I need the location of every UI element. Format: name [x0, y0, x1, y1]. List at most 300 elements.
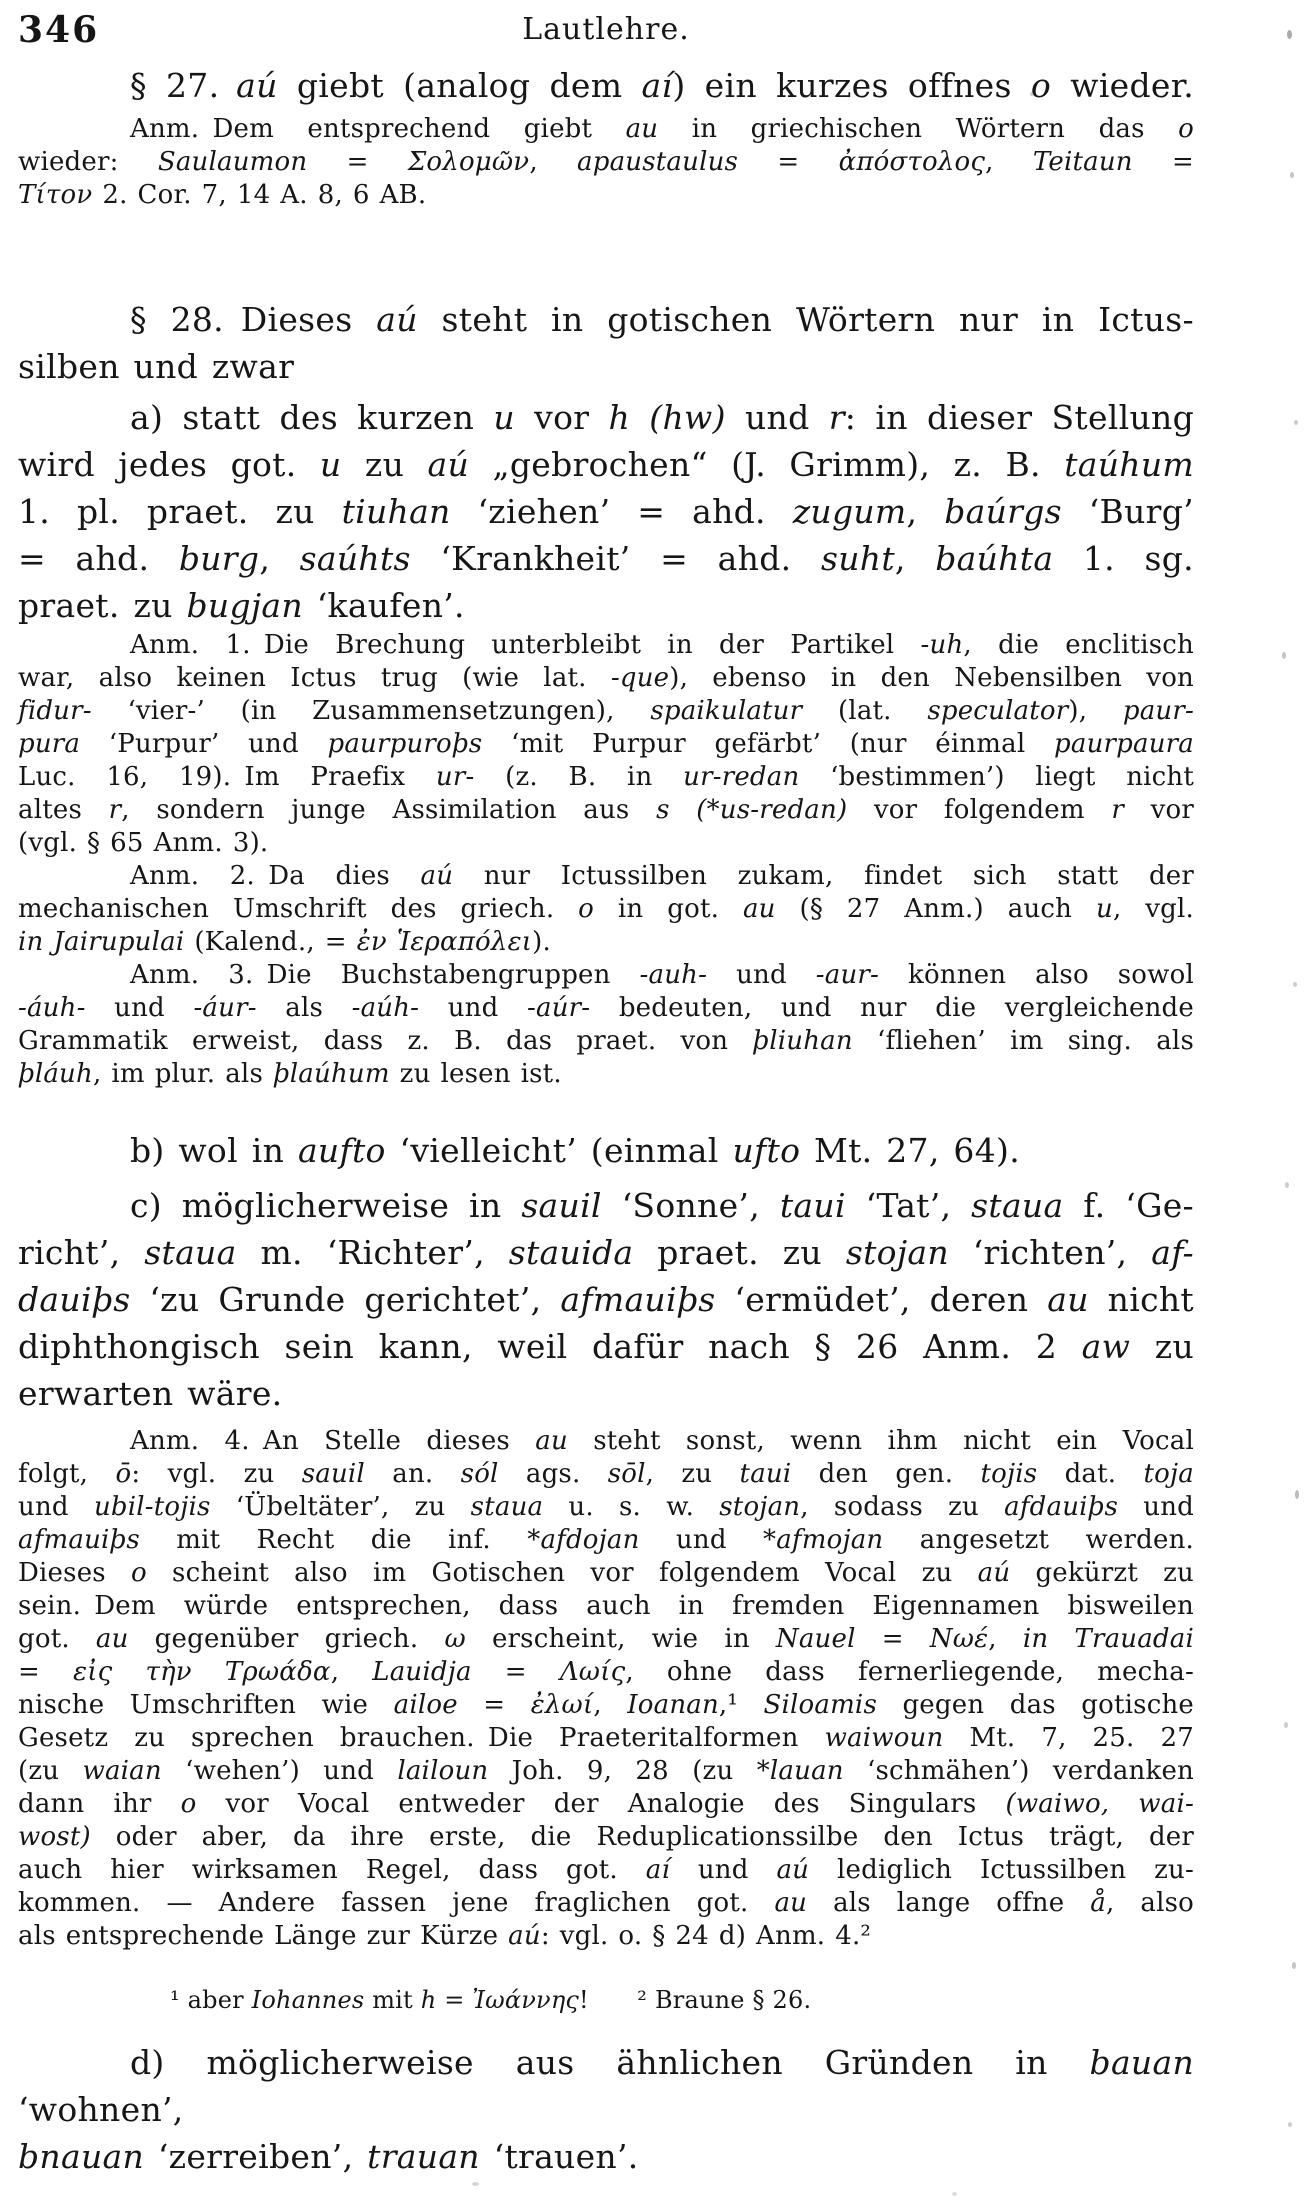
scan-speck [1288, 2122, 1292, 2127]
text-run: ), ebenso in den Nebensilben von [669, 663, 1194, 693]
item-a-line-2 [18, 441, 1194, 488]
item-c [18, 1182, 1194, 1417]
anm-4-line-8 [18, 1656, 1194, 1689]
anm-1-line-5 [18, 761, 1194, 794]
italic-text-run: o [180, 1789, 197, 1819]
italic-text-run: paurpuroþs [327, 729, 483, 759]
anm-4-line-5 [18, 1557, 1194, 1590]
text-run: , ohne dass fernerliegende, mecha- [625, 1657, 1194, 1687]
text-run: und [1118, 1492, 1194, 1522]
item-c-line-5 [18, 1370, 1194, 1417]
text-run: = [457, 1690, 531, 1720]
italic-text-run: lauan [769, 1756, 844, 1786]
anm-4-line-12 [18, 1788, 1194, 1821]
section-27-anm [18, 113, 1194, 212]
text-run: , zu [645, 1459, 740, 1489]
italic-text-run: au [625, 114, 659, 144]
text-run: richt’, [18, 1233, 145, 1272]
text-run: (lat. [802, 696, 928, 726]
italic-text-run: -aúr- [527, 993, 591, 1023]
anm-1 [18, 629, 1194, 860]
anm-1-line-1 [18, 629, 1194, 662]
italic-text-run: af- [1151, 1233, 1194, 1272]
text-run: , die enclitisch [963, 630, 1194, 660]
italic-text-run: aú [376, 300, 418, 339]
italic-text-run: au [774, 1888, 808, 1918]
italic-text-run: fidur- [18, 696, 92, 726]
italic-text-run: tiuhan [341, 492, 451, 531]
italic-text-run: aw [1081, 1327, 1131, 1366]
text-run: ). [532, 927, 551, 957]
text-run: ags. [498, 1459, 608, 1489]
section-28-intro-line-2 [18, 343, 1194, 390]
italic-text-run: sōl [607, 1459, 646, 1489]
item-b [18, 1127, 1194, 1174]
text-run: ‘trauen’. [479, 2137, 639, 2176]
text-run: a) statt des kurzen [130, 398, 494, 437]
text-run: wieder: [18, 147, 158, 177]
anm-4 [18, 1425, 1194, 1953]
text-run: , sondern junge Assimilation aus [121, 795, 657, 825]
text-run: 1. pl. praet. zu [18, 492, 342, 531]
anm-4-line-9 [18, 1689, 1194, 1722]
greek-text-run: Τίτον [18, 180, 93, 210]
anm-4-line-7 [18, 1623, 1194, 1656]
italic-text-run: Saulaumon [157, 147, 308, 177]
scan-speck [1284, 1722, 1288, 1728]
text-run: u. s. w. [543, 1492, 720, 1522]
footnotes-line-1 [18, 1985, 1194, 2015]
italic-text-run: lailoun [397, 1756, 489, 1786]
text-run: diphthongisch sein kann, weil dafür nach § 26 Anm. 2 [18, 1327, 1082, 1366]
text-run: ‘fliehen’ im sing. als [852, 1026, 1194, 1056]
text-run: vor Vocal entweder der Analogie des Singulars [196, 1789, 1006, 1819]
italic-text-run: u [493, 398, 515, 437]
anm-2-line-3 [18, 926, 1194, 959]
italic-text-run: Nauel [775, 1624, 856, 1654]
italic-text-run: taui [779, 1186, 846, 1225]
text-run: § 27. [130, 66, 237, 105]
text-run: : in dieser Stellung [844, 398, 1195, 437]
text-run: : vgl. zu [131, 1459, 302, 1489]
anm-2 [18, 860, 1194, 959]
scan-speck [1294, 420, 1298, 425]
anm-1-line-4 [18, 728, 1194, 761]
italic-text-run: Iohannes [251, 1986, 365, 2014]
italic-text-run: paur- [1122, 696, 1194, 726]
text-run: = [436, 1986, 473, 2014]
italic-text-run: -áur- [193, 993, 257, 1023]
text-run: nicht [1088, 1280, 1194, 1319]
text-run: gegen das gotische [877, 1690, 1194, 1720]
anm-3-line-1 [18, 959, 1194, 992]
scan-speck [1287, 30, 1292, 39]
italic-text-run: þlaúhum [272, 1059, 390, 1089]
italic-text-run: staua [971, 1186, 1064, 1225]
text-run: , [988, 1624, 1023, 1654]
anm-4-line-2 [18, 1458, 1194, 1491]
anm-3-line-2 [18, 992, 1194, 1025]
text-run: erscheint, wie in [465, 1624, 776, 1654]
italic-text-run: aú [508, 1921, 541, 1951]
text-run: = [307, 147, 408, 177]
italic-text-run: pura [18, 729, 81, 759]
text-run: gekürzt zu [1010, 1558, 1194, 1588]
text-run: Anm. 1. Die Brechung unterbleibt in der Partikel [130, 630, 921, 660]
scan-speck [1293, 982, 1297, 987]
anm-4-line-4 [18, 1524, 1194, 1557]
italic-text-run: (waiwo, wai- [1005, 1789, 1194, 1819]
page-number: 346 [18, 9, 100, 51]
anm-3-line-4 [18, 1058, 1194, 1091]
text-run: angesetzt werden. [883, 1525, 1194, 1555]
anm-3-line-3 [18, 1025, 1194, 1058]
text-run: , [593, 1690, 628, 1720]
text-run: ‘Sonne’, [601, 1186, 780, 1225]
greek-text-run: ἐν Ἱεραπόλει [356, 927, 533, 957]
text-run: war, also keinen Ictus trug (wie lat. [18, 663, 611, 693]
italic-text-run: aú [776, 1855, 810, 1885]
anm-3 [18, 959, 1194, 1091]
item-b-line-1 [18, 1127, 1194, 1174]
item-a-line-5 [18, 582, 1194, 629]
section-28-intro [18, 296, 1194, 390]
italic-text-run: ailoe [393, 1690, 458, 1720]
text-run: c) möglicherweise in [130, 1186, 522, 1225]
text-run: , [894, 539, 936, 578]
text-run: nur Ictussilben zukam, findet sich statt der [453, 861, 1194, 891]
text-run: ‘Burg’ [1061, 492, 1194, 531]
text-run: ‘Krankheit’ = ahd. [410, 539, 821, 578]
text-run: = [1132, 147, 1195, 177]
text-block [18, 10, 1194, 2180]
text-run: sein. Dem würde entsprechen, dass auch in fremden Eigennamen bisweilen [18, 1591, 1194, 1621]
text-run: folgt, [18, 1459, 116, 1489]
text-run: Anm. 2. Da dies [130, 861, 421, 891]
text-run: , [985, 147, 1033, 177]
text-run: 2. Cor. 7, 14 A. 8, 6 AB. [92, 180, 427, 210]
text-run: und * [639, 1525, 777, 1555]
text-run: und [669, 1855, 777, 1885]
text-run: Mt. 7, 25. 27 [943, 1723, 1194, 1753]
italic-text-run: þliuhan [752, 1026, 853, 1056]
text-run: Luc. 16, 19). Im Praefix [18, 762, 436, 792]
text-run: als lange offne [807, 1888, 1091, 1918]
italic-text-run: paurpaura [1054, 729, 1194, 759]
text-run: , [330, 1657, 373, 1687]
anm-2-line-2 [18, 893, 1194, 926]
anm-4-line-15 [18, 1887, 1194, 1920]
italic-text-run: h (hw) [608, 398, 726, 437]
anm-4-line-10 [18, 1722, 1194, 1755]
text-run: (§ 27 Anm.) auch [775, 894, 1096, 924]
section-27-anm-line-1 [18, 113, 1194, 146]
italic-text-run: o [1030, 66, 1052, 105]
greek-text-run: ω [444, 1624, 466, 1654]
item-c-line-2 [18, 1229, 1194, 1276]
italic-text-run: r [1111, 795, 1125, 825]
italic-text-run: afdojan [540, 1525, 640, 1555]
anm-1-line-7 [18, 827, 1194, 860]
anm-4-line-13 [18, 1821, 1194, 1854]
section-27-anm-line-2 [18, 146, 1194, 179]
text-run: bedeuten, und nur die vergleichende [590, 993, 1194, 1023]
text-run: zu [341, 445, 428, 484]
text-run: ‘wohnen’, [18, 2090, 184, 2129]
italic-text-run: spaikulatur [650, 696, 803, 726]
text-run: erwarten wäre. [18, 1374, 283, 1413]
item-d-line-2 [18, 2133, 1194, 2180]
anm-1-line-2 [18, 662, 1194, 695]
text-run: ‘bestimmen’) liegt nicht [799, 762, 1195, 792]
text-run: Anm. 4. An Stelle dieses [130, 1426, 536, 1456]
greek-text-run: Νωέ [929, 1624, 989, 1654]
text-run: und [725, 398, 829, 437]
text-run: = ahd. [18, 539, 179, 578]
anm-1-line-3 [18, 695, 1194, 728]
italic-text-run: au [535, 1426, 568, 1456]
item-a-line-4 [18, 535, 1194, 582]
text-run: dann ihr [18, 1789, 181, 1819]
text-run: auch hier wirksamen Regel, dass got. [18, 1855, 646, 1885]
italic-text-run: baúhta [935, 539, 1054, 578]
text-run: ‘richten’, [948, 1233, 1152, 1272]
italic-text-run: ur-redan [683, 762, 800, 792]
italic-text-run: r [828, 398, 845, 437]
italic-text-run: ur- [435, 762, 475, 792]
anm-1-line-6 [18, 794, 1194, 827]
text-run: ¹ aber [170, 1986, 252, 2014]
italic-text-run: in Jairupulai [18, 927, 185, 957]
italic-text-run: waian [82, 1756, 162, 1786]
text-run: ‘Übeltäter’, zu [210, 1492, 471, 1522]
italic-text-run: aufto [297, 1131, 386, 1170]
text-run: , [529, 147, 578, 177]
italic-text-run: stauida [508, 1233, 634, 1272]
italic-text-run: staua [144, 1233, 237, 1272]
italic-text-run: taúhum [1064, 445, 1195, 484]
item-c-line-1 [18, 1182, 1194, 1229]
italic-text-run: zugum [792, 492, 907, 531]
text-run: vor [514, 398, 609, 437]
italic-text-run: aú [427, 445, 470, 484]
text-run: den gen. [791, 1459, 981, 1489]
italic-text-run: apaustaulus [577, 147, 739, 177]
italic-text-run: å [1090, 1888, 1106, 1918]
text-run: steht sonst, wenn ihm nicht ein Vocal [567, 1426, 1194, 1456]
text-run: an. [364, 1459, 461, 1489]
text-run: got. [18, 1624, 96, 1654]
text-run: : vgl. o. § 24 d) Anm. 4.² [540, 1921, 872, 1951]
text-run: Joh. 9, 28 (zu * [488, 1756, 770, 1786]
text-run: Mt. 27, 64). [800, 1131, 1020, 1170]
italic-text-run: Teitaun [1032, 147, 1133, 177]
italic-text-run: -uh [920, 630, 964, 660]
text-run: (Kalend., = [184, 927, 357, 957]
italic-text-run: -aúh- [351, 993, 420, 1023]
item-c-line-3 [18, 1276, 1194, 1323]
italic-text-run: au [95, 1624, 129, 1654]
italic-text-run: Siloamis [763, 1690, 877, 1720]
text-run: praet. zu [18, 586, 187, 625]
text-run: Dieses [18, 1558, 131, 1588]
greek-text-run: Σολομῶν [407, 147, 530, 177]
item-c-line-4 [18, 1323, 1194, 1370]
italic-text-run: s (*us-redan) [656, 795, 848, 825]
scan-speck [1030, 92, 1034, 96]
greek-text-run: ἀπόστολος [838, 147, 986, 177]
item-d-line-1 [18, 2039, 1194, 2133]
text-run: § 28. Dieses [130, 300, 377, 339]
text-run: in got. [594, 894, 743, 924]
text-run: Anm. Dem entsprechend giebt [130, 114, 626, 144]
italic-text-run: -áuh- [18, 993, 86, 1023]
italic-text-run: o [131, 1558, 147, 1588]
text-run: praet. zu [633, 1233, 846, 1272]
text-run: ‘vier-’ (in Zusammensetzungen), [91, 696, 651, 726]
running-header: Lautlehre. [522, 12, 690, 47]
text-run: ‘mit Purpur gefärbt’ (nur éinmal [482, 729, 1055, 759]
italic-text-run: Ioanan [627, 1690, 719, 1720]
footnotes [18, 1985, 1194, 2015]
italic-text-run: waiwoun [824, 1723, 944, 1753]
section-27-anm-line-3 [18, 179, 1194, 212]
italic-text-run: trauan [367, 2137, 480, 2176]
text-run: wieder. [1051, 66, 1194, 105]
italic-text-run: u [1095, 894, 1113, 924]
text-run: mit [364, 1986, 421, 2014]
text-run: ‘ermüdet’, deren [715, 1280, 1048, 1319]
text-run: altes [18, 795, 109, 825]
text-run: zu lesen ist. [389, 1059, 562, 1089]
text-run: „gebrochen“ (J. Grimm), z. B. [469, 445, 1065, 484]
text-run: ‘zerreiben’, [144, 2137, 368, 2176]
scan-speck [1295, 1490, 1299, 1499]
item-a-line-3 [18, 488, 1194, 535]
text-run: mechanischen Umschrift des griech. [18, 894, 579, 924]
text-run: ‘Tat’, [845, 1186, 972, 1225]
text-run: b) wol in [130, 1131, 298, 1170]
text-run: ‘vielleicht’ (einmal [385, 1131, 733, 1170]
item-a [18, 394, 1194, 629]
italic-text-run: Lauidja [372, 1657, 472, 1687]
italic-text-run: aí [645, 1855, 670, 1885]
italic-text-run: aí [641, 66, 673, 105]
italic-text-run: sauil [301, 1459, 365, 1489]
italic-text-run: ubil-tojis [93, 1492, 211, 1522]
italic-text-run: o [1178, 114, 1194, 144]
text-run: (zu [18, 1756, 83, 1786]
page-body [18, 62, 1194, 2180]
text-run: , also [1105, 1888, 1195, 1918]
text-run: , vgl. [1112, 894, 1194, 924]
greek-text-run: εἰς τὴν Τρωάδα [73, 1657, 331, 1687]
text-run: ‘schmähen’) verdanken [843, 1756, 1194, 1786]
greek-text-run: ἐλωί [530, 1690, 594, 1720]
scan-speck [1282, 652, 1286, 659]
text-run: vor [1124, 795, 1195, 825]
anm-4-line-14 [18, 1854, 1194, 1887]
text-run: d) möglicherweise aus ähnlichen Gründen in [130, 2043, 1090, 2082]
section-27 [18, 62, 1194, 109]
italic-text-run: baúrgs [944, 492, 1062, 531]
text-run: Gesetz zu sprechen brauchen. Die Praeteritalformen [18, 1723, 825, 1753]
text-run: = [471, 1657, 560, 1687]
italic-text-run: burg [178, 539, 260, 578]
text-run: wird jedes got. [18, 445, 320, 484]
text-run: f. ‘Ge- [1063, 1186, 1195, 1225]
italic-text-run: in Trauadai [1022, 1624, 1194, 1654]
italic-text-run: au [742, 894, 776, 924]
text-run: ,¹ [718, 1690, 764, 1720]
text-run: oder aber, da ihre erste, die Reduplicationssilbe den Ictus trägt, der [90, 1822, 1194, 1852]
italic-text-run: -que [610, 663, 670, 693]
italic-text-run: stojan [845, 1233, 949, 1272]
text-run: mit Recht die inf. * [139, 1525, 541, 1555]
italic-text-run: taui [739, 1459, 792, 1489]
text-run: dat. [1037, 1459, 1144, 1489]
text-run: , [259, 539, 300, 578]
text-run: ‘wehen’) und [161, 1756, 398, 1786]
italic-text-run: speculator [927, 696, 1069, 726]
italic-text-run: -auh- [639, 960, 708, 990]
anm-4-line-6 [18, 1590, 1194, 1623]
italic-text-run: bugjan [186, 586, 303, 625]
text-run: silben und zwar [18, 347, 295, 386]
text-run: zu [1130, 1327, 1194, 1366]
section-27-line-1 [18, 62, 1194, 109]
page-header-row [18, 10, 1194, 50]
text-run: ) ein kurzes offnes [672, 66, 1031, 105]
text-run: = [855, 1624, 930, 1654]
anm-4-line-16 [18, 1920, 1194, 1953]
text-run: , sodass zu [800, 1492, 1005, 1522]
italic-text-run: sauil [521, 1186, 602, 1225]
scan-speck [1285, 1182, 1289, 1188]
italic-text-run: r [108, 795, 122, 825]
text-run: scheint also im Gotischen vor folgendem Vocal zu [146, 1558, 978, 1588]
text-run: und [85, 993, 194, 1023]
italic-text-run: h [420, 1986, 437, 2014]
italic-text-run: saúhts [299, 539, 411, 578]
anm-2-line-1 [18, 860, 1194, 893]
text-run: können also sowol [879, 960, 1194, 990]
italic-text-run: aú [420, 861, 454, 891]
italic-text-run: afmauiþs [560, 1280, 716, 1319]
text-run: steht in gotischen Wörtern nur in Ictus- [417, 300, 1194, 339]
italic-text-run: au [1047, 1280, 1089, 1319]
text-run: nische Umschriften wie [18, 1690, 394, 1720]
text-run: (z. B. in [474, 762, 684, 792]
text-run: Anm. 3. Die Buchstabengruppen [130, 960, 640, 990]
text-run: 1. sg. [1053, 539, 1194, 578]
text-run: = [738, 147, 839, 177]
text-run: vor folgendem [847, 795, 1112, 825]
text-run: in griechischen Wörtern das [658, 114, 1179, 144]
italic-text-run: stojan [719, 1492, 801, 1522]
italic-text-run: wost) [18, 1822, 91, 1852]
text-run: m. ‘Richter’, [236, 1233, 509, 1272]
italic-text-run: suht [820, 539, 895, 578]
italic-text-run: tojis [980, 1459, 1038, 1489]
text-run: Grammatik erweist, dass z. B. das praet. von [18, 1026, 753, 1056]
text-run: ), [1068, 696, 1123, 726]
text-run: als entsprechende Länge zur Kürze [18, 1921, 509, 1951]
scan-speck [952, 2192, 957, 2196]
item-d [18, 2039, 1194, 2180]
italic-text-run: aú [236, 66, 278, 105]
text-run: gegenüber griech. [128, 1624, 445, 1654]
